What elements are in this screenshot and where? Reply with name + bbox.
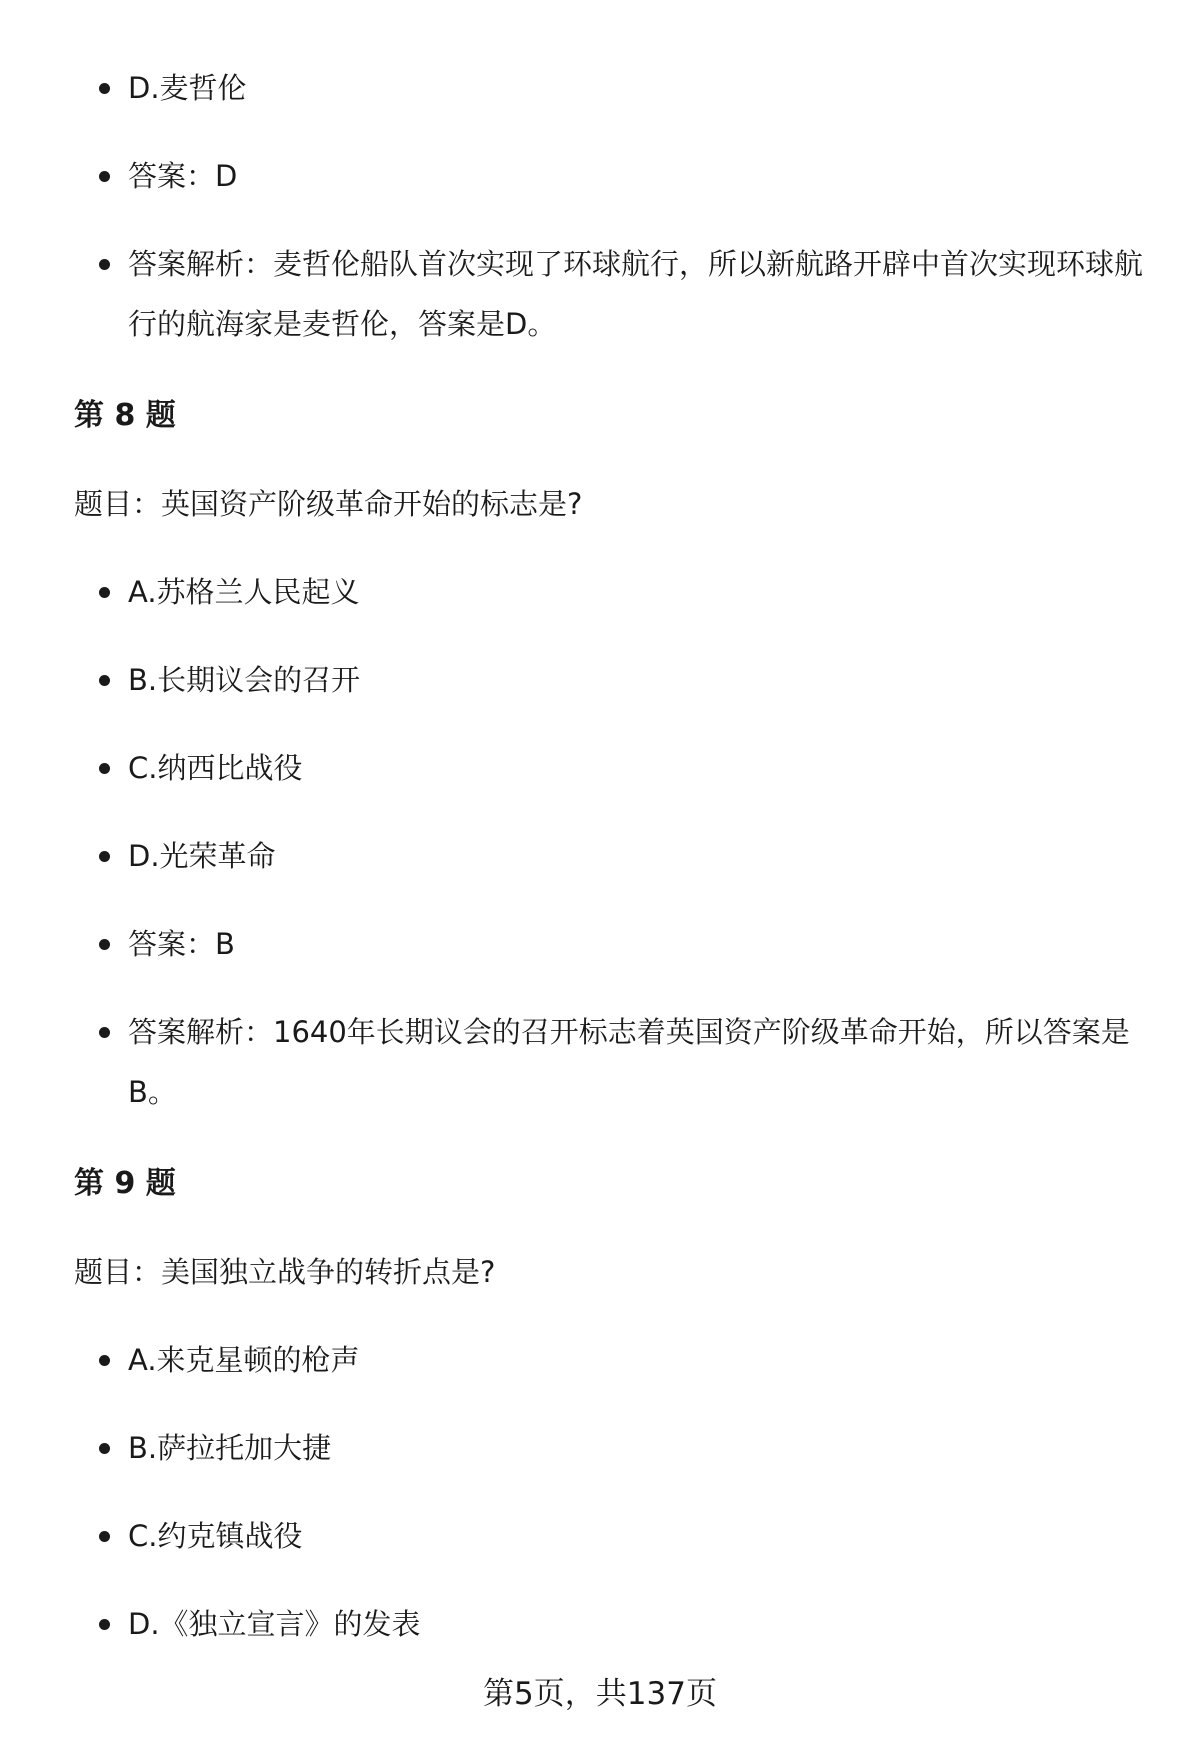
q9-question: 题目：美国独立战争的转折点是?	[74, 1255, 496, 1289]
q8-option-b: B.长期议会的召开	[128, 650, 1148, 710]
q8-option-d: D.光荣革命	[128, 826, 1148, 886]
q8-heading: 第 8 题	[74, 398, 176, 433]
q8-question: 题目：英国资产阶级革命开始的标志是?	[74, 487, 583, 521]
q7-option-d: D.麦哲伦	[128, 58, 1148, 118]
q9-option-b: B.萨拉托加大捷	[128, 1418, 1148, 1478]
q9-option-d: D.《独立宣言》的发表	[128, 1594, 1148, 1654]
q8-analysis: 答案解析：1640年长期议会的召开标志着英国资产阶级革命开始，所以答案是B。	[128, 1002, 1148, 1122]
q9-option-a: A.来克星顿的枪声	[128, 1330, 1148, 1390]
q7-analysis: 答案解析：麦哲伦船队首次实现了环球航行，所以新航路开辟中首次实现环球航行的航海家是麦哲伦，答案是D。	[128, 234, 1148, 354]
q8-option-a: A.苏格兰人民起义	[128, 562, 1148, 622]
page-footer: 第5页，共137页	[483, 1676, 717, 1712]
q9-option-c: C.约克镇战役	[128, 1506, 1148, 1566]
q8-option-c: C.纳西比战役	[128, 738, 1148, 798]
q9-heading: 第 9 题	[74, 1166, 176, 1201]
q8-answer: 答案：B	[128, 914, 1148, 974]
q7-answer: 答案：D	[128, 146, 1148, 206]
